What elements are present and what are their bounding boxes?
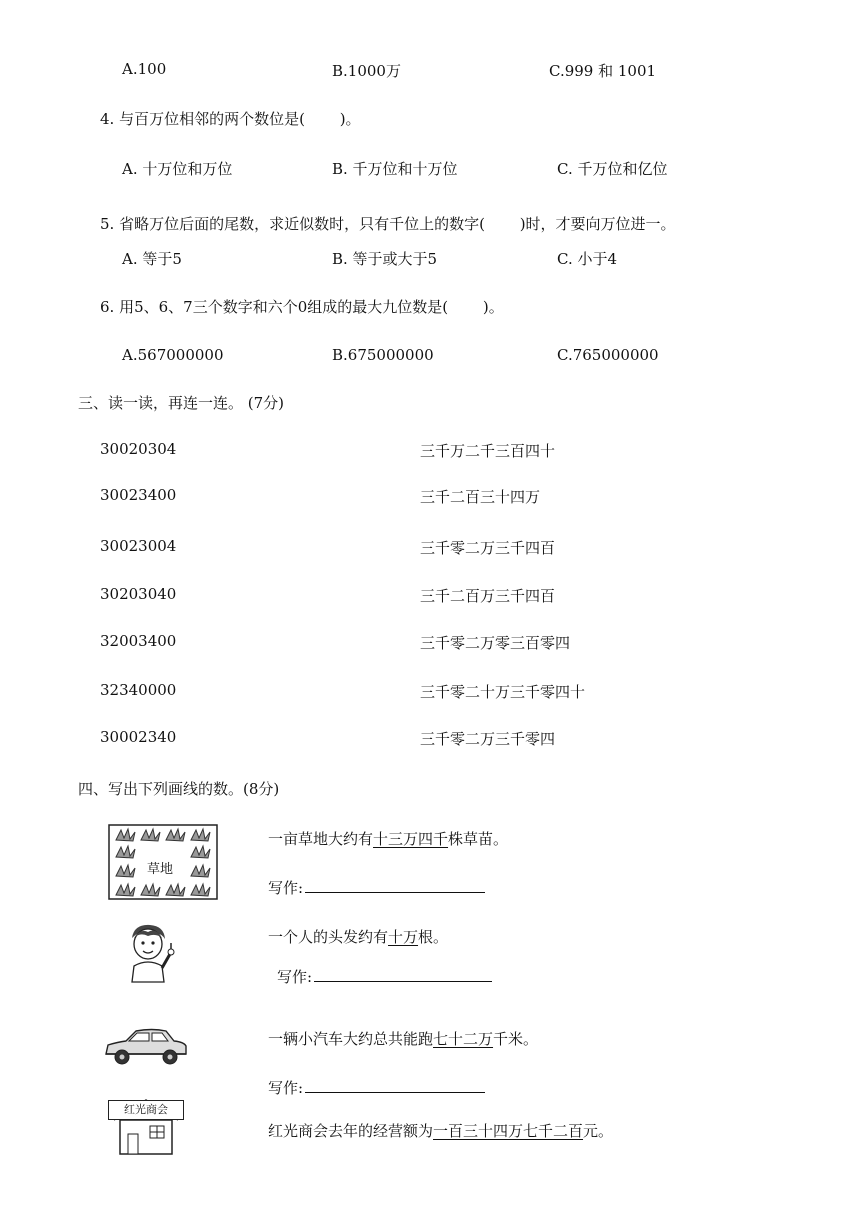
match-number-6[interactable]: 32340000 — [100, 681, 177, 699]
match-word-1[interactable]: 三千万二千三百四十 — [420, 442, 556, 460]
match-number-3[interactable]: 30023004 — [100, 537, 177, 555]
item1-answer-blank[interactable] — [305, 876, 485, 893]
q4-stem: 4. 与百万位相邻的两个数位是( )。 — [100, 110, 361, 128]
item1-underlined-number: 十三万四千 — [373, 830, 449, 848]
q6-option-a: A.567000000 — [122, 346, 224, 364]
match-number-5[interactable]: 32003400 — [100, 632, 177, 650]
q5-stem: 5. 省略万位后面的尾数，求近似数时，只有千位上的数字( )时，才要向万位进一。 — [100, 215, 676, 233]
q4-option-b: B. 千万位和十万位 — [332, 160, 458, 178]
q5-option-a: A. 等于5 — [122, 250, 182, 268]
q5-option-b: B. 等于或大于5 — [332, 250, 438, 268]
match-number-4[interactable]: 30203040 — [100, 585, 177, 603]
section3-title: 三、读一读，再连一连。 (7分) — [78, 394, 285, 412]
item3-write-row: 写作: — [268, 1076, 485, 1098]
item2-write-row: 写作: — [277, 965, 492, 987]
boy-picture — [118, 922, 178, 988]
grass-field-picture — [108, 824, 218, 904]
match-number-7[interactable]: 30002340 — [100, 728, 177, 746]
match-word-3[interactable]: 三千零二万三千四百 — [420, 539, 556, 557]
item1-sentence: 一亩草地大约有十三万四千株草苗。 — [268, 830, 509, 848]
item3-answer-blank[interactable] — [305, 1076, 485, 1093]
q3-option-a: A.100 — [122, 60, 167, 78]
item2-answer-blank[interactable] — [314, 965, 492, 982]
item3-sentence: 一辆小汽车大约总共能跑七十二万千米。 — [268, 1030, 539, 1048]
car-picture — [104, 1026, 188, 1072]
shop-sign-label: 红光商会 — [108, 1100, 184, 1120]
match-word-4[interactable]: 三千二百万三千四百 — [420, 587, 556, 605]
shop-building-picture — [106, 1098, 186, 1160]
match-number-2[interactable]: 30023400 — [100, 486, 177, 504]
q6-option-c: C.765000000 — [557, 346, 659, 364]
match-word-2[interactable]: 三千二百三十四万 — [420, 488, 541, 506]
section4-title: 四、写出下列画线的数。(8分) — [78, 780, 280, 798]
item4-underlined-number: 一百三十四万七千二百 — [433, 1122, 584, 1140]
item2-underlined-number: 十万 — [388, 928, 419, 946]
q3-option-b: B.1000万 — [332, 62, 401, 80]
q6-option-b: B.675000000 — [332, 346, 434, 364]
match-word-5[interactable]: 三千零二万零三百零四 — [420, 634, 571, 652]
q3-option-c: C.999 和 1001 — [549, 62, 657, 80]
item2-sentence: 一个人的头发约有十万根。 — [268, 928, 449, 946]
q6-stem: 6. 用5、6、7三个数字和六个0组成的最大九位数是( )。 — [100, 298, 504, 316]
match-number-1[interactable]: 30020304 — [100, 440, 177, 458]
item4-sentence: 红光商会去年的经营额为一百三十四万七千二百元。 — [268, 1122, 614, 1140]
match-word-6[interactable]: 三千零二十万三千零四十 — [420, 683, 586, 701]
grass-field-label: 草地 — [145, 858, 175, 877]
q4-option-a: A. 十万位和万位 — [122, 160, 233, 178]
item3-underlined-number: 七十二万 — [433, 1030, 494, 1048]
match-word-7[interactable]: 三千零二万三千零四 — [420, 730, 556, 748]
q5-option-c: C. 小于4 — [557, 250, 618, 268]
item1-write-row: 写作: — [268, 876, 485, 898]
q4-option-c: C. 千万位和亿位 — [557, 160, 668, 178]
